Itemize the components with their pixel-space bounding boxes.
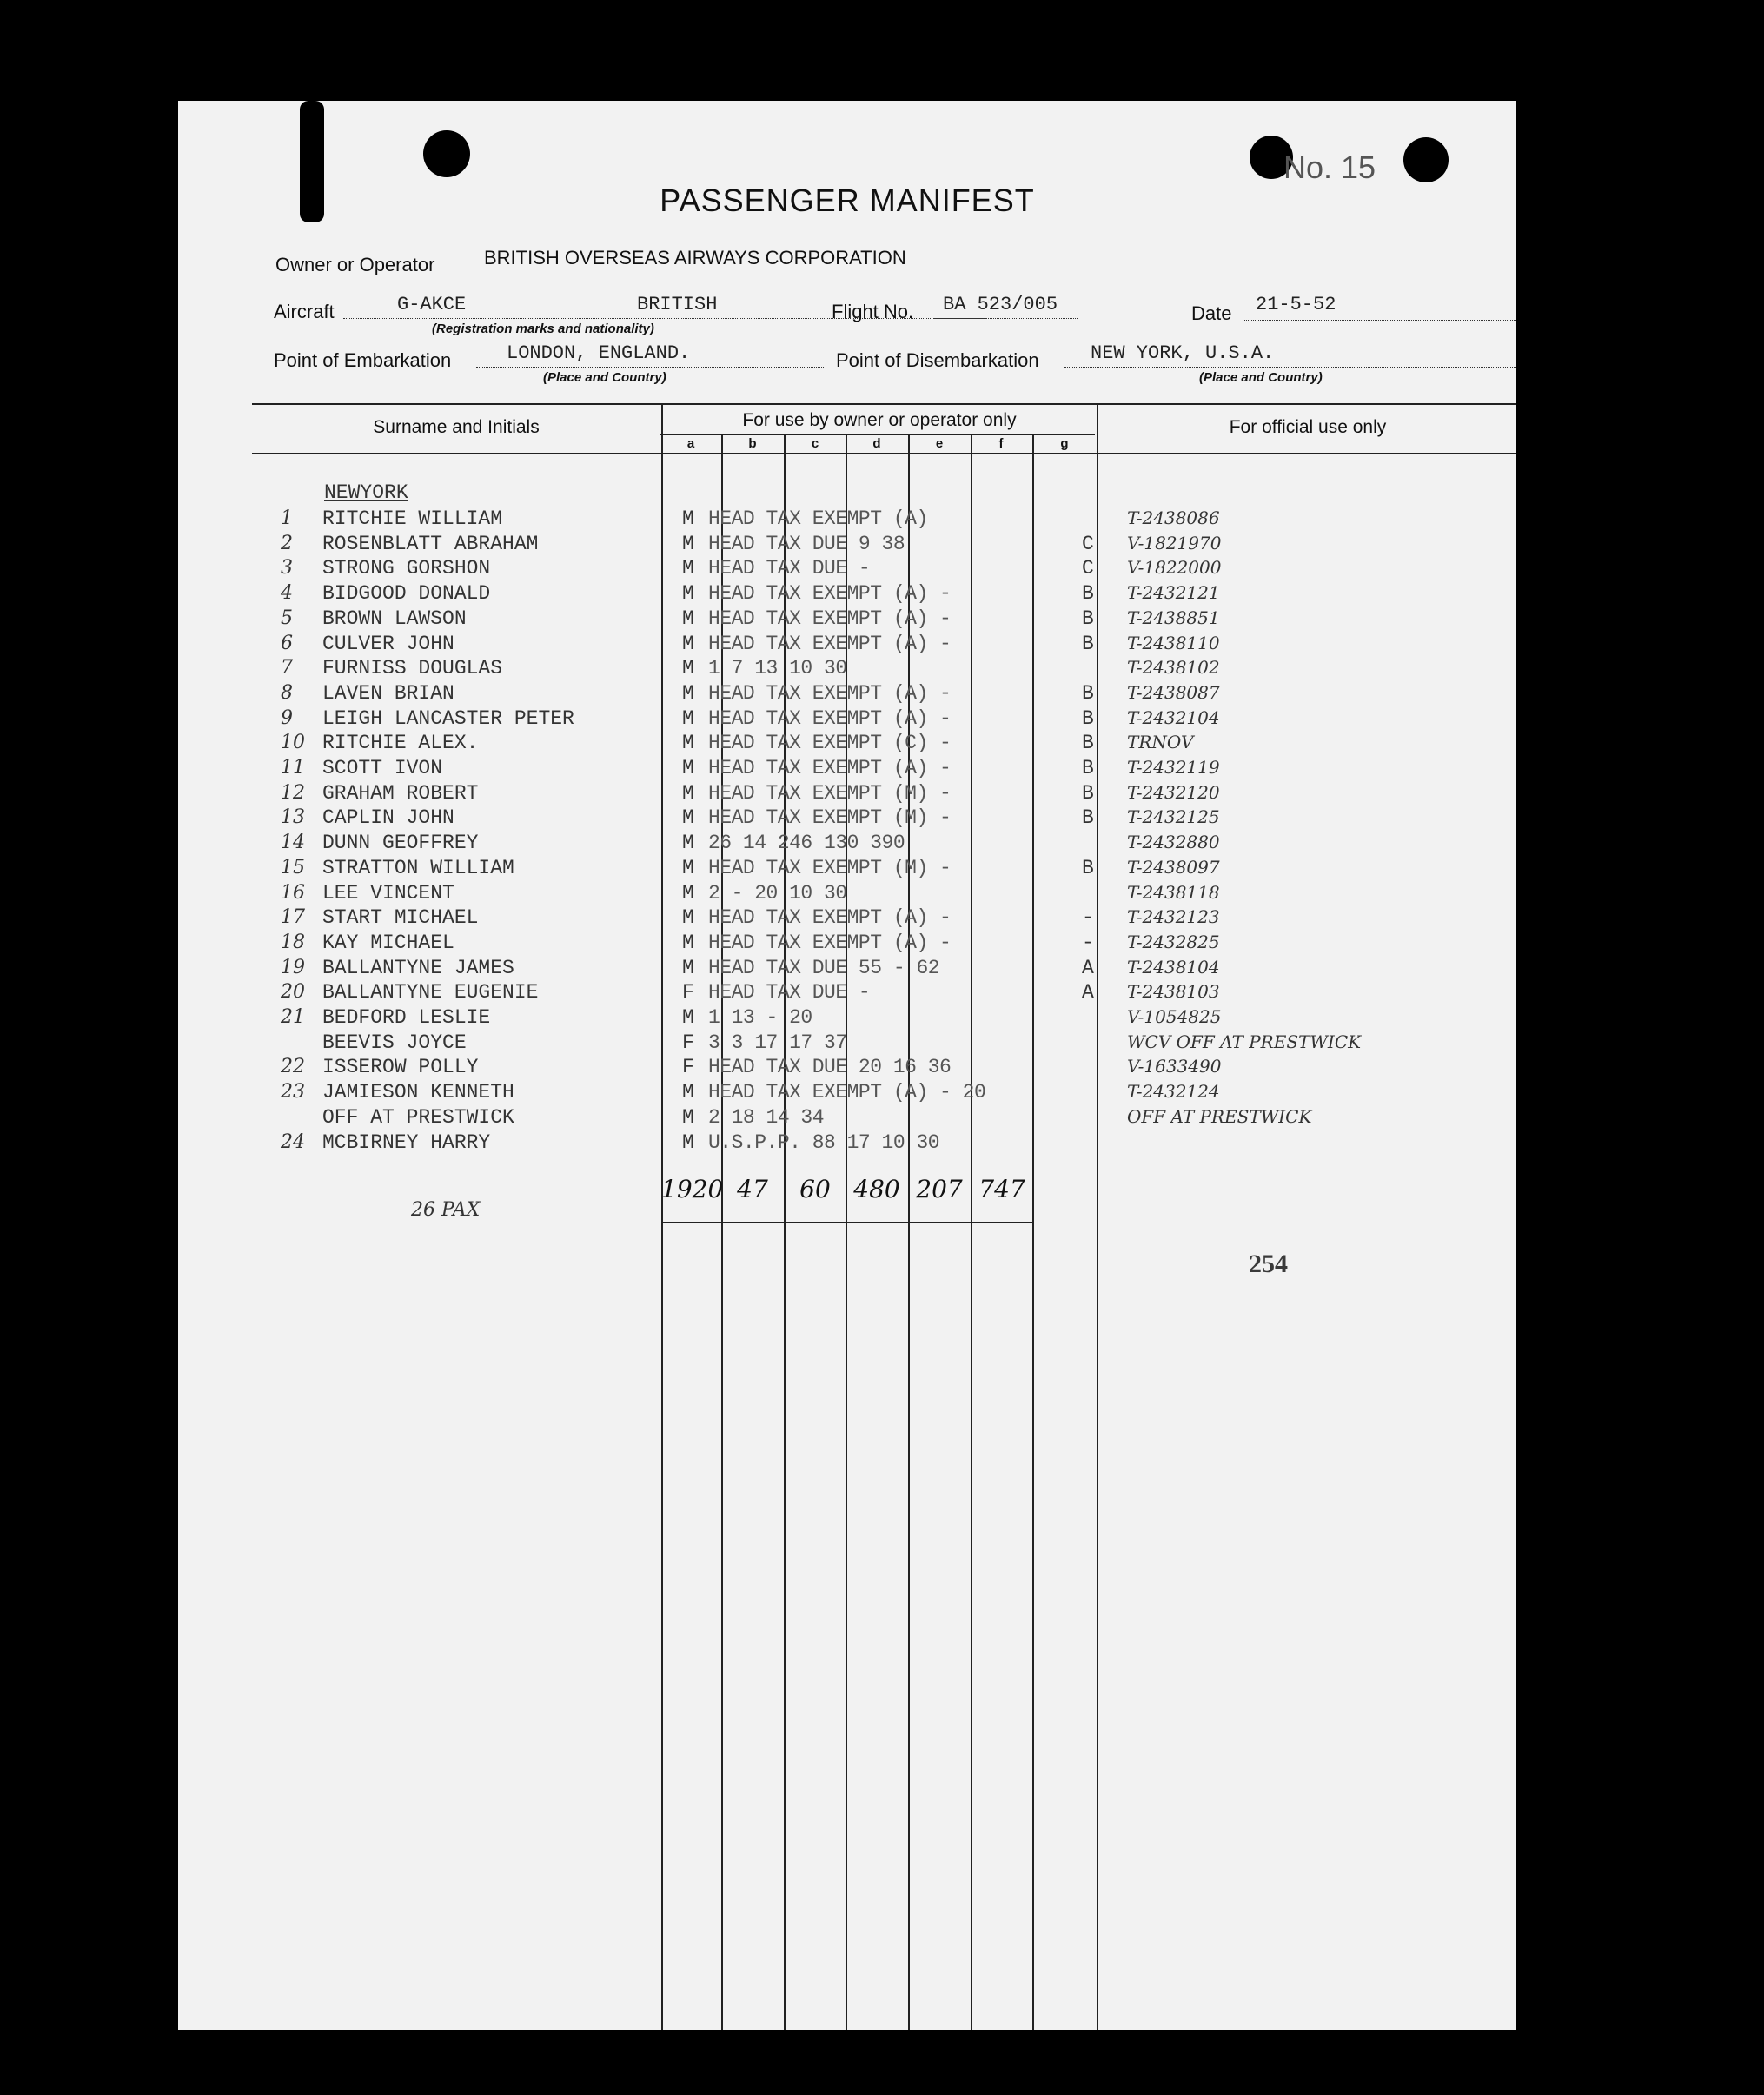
column-g-value: C bbox=[1082, 557, 1094, 580]
row-number: 19 bbox=[281, 956, 305, 978]
official-entry: V-1822000 bbox=[1127, 557, 1222, 579]
total-b: 47 bbox=[737, 1175, 768, 1203]
passenger-sex: M bbox=[682, 532, 694, 555]
column-g-value: - bbox=[1082, 931, 1094, 954]
owner-value: BRITISH OVERSEAS AIRWAYS CORPORATION bbox=[484, 247, 906, 269]
official-entry: T-2432104 bbox=[1127, 706, 1220, 728]
passenger-name: GRAHAM ROBERT bbox=[322, 781, 479, 805]
operator-entry: HEAD TAX EXEMPT (C) - bbox=[708, 732, 952, 755]
passenger-name: BALLANTYNE JAMES bbox=[322, 956, 514, 979]
column-g-value: B bbox=[1082, 706, 1094, 730]
page-title: PASSENGER MANIFEST bbox=[660, 182, 1035, 218]
row-number: 1 bbox=[281, 507, 293, 529]
operator-entry: HEAD TAX EXEMPT (A) - bbox=[708, 931, 952, 954]
passenger-name: ISSEROW POLLY bbox=[322, 1056, 479, 1079]
flight-value: BA 523/005 bbox=[943, 294, 1058, 315]
row-number: 16 bbox=[281, 881, 305, 904]
column-g-value: A bbox=[1082, 956, 1094, 979]
aircraft-nationality: BRITISH bbox=[637, 294, 718, 315]
total-f: 747 bbox=[978, 1175, 1025, 1203]
column-letter-b: b bbox=[748, 436, 757, 451]
passenger-sex: M bbox=[682, 956, 694, 979]
passenger-name: LEE VINCENT bbox=[322, 881, 454, 905]
passenger-sex: M bbox=[682, 632, 694, 655]
passenger-name: FURNISS DOUGLAS bbox=[322, 657, 503, 680]
surname-header: Surname and Initials bbox=[373, 417, 540, 437]
passenger-name: LAVEN BRIAN bbox=[322, 681, 454, 705]
column-g-value: C bbox=[1082, 532, 1094, 555]
passenger-sex: M bbox=[682, 507, 694, 530]
row-number: 9 bbox=[281, 706, 293, 729]
passenger-sex: F bbox=[682, 981, 694, 1004]
row-number: 6 bbox=[281, 632, 293, 654]
official-entry: T-2432121 bbox=[1127, 582, 1220, 604]
column-g-value: B bbox=[1082, 732, 1094, 755]
column-letter-e: e bbox=[935, 436, 944, 451]
passenger-sex: M bbox=[682, 906, 694, 930]
passenger-sex: M bbox=[682, 657, 694, 680]
table-top-rule bbox=[252, 403, 1516, 405]
passenger-name: BIDGOOD DONALD bbox=[322, 582, 491, 606]
passenger-sex: M bbox=[682, 881, 694, 905]
row-number: 15 bbox=[281, 856, 305, 878]
punch-hole-icon bbox=[1403, 137, 1449, 182]
operator-entry: 2 - 20 10 30 bbox=[708, 881, 847, 905]
passenger-sex: M bbox=[682, 781, 694, 805]
official-entry: T-2432125 bbox=[1127, 806, 1220, 828]
official-entry: TRNOV bbox=[1127, 732, 1194, 753]
operator-entry: HEAD TAX EXEMPT (M) - bbox=[708, 781, 952, 805]
passenger-sex: M bbox=[682, 1130, 694, 1154]
row-number: 5 bbox=[281, 607, 293, 629]
column-g-value: B bbox=[1082, 607, 1094, 630]
section-label: NEWYORK bbox=[324, 481, 408, 504]
passenger-name: BEEVIS JOYCE bbox=[322, 1031, 467, 1054]
row-number: 13 bbox=[281, 806, 305, 829]
operator-header: For use by owner or operator only bbox=[742, 410, 1017, 430]
column-g-value: B bbox=[1082, 582, 1094, 606]
official-entry: T-2438097 bbox=[1127, 856, 1220, 878]
passenger-name: JAMIESON KENNETH bbox=[322, 1081, 514, 1104]
manifest-sheet bbox=[178, 101, 1516, 2030]
official-entry: T-2438110 bbox=[1127, 632, 1220, 653]
passenger-sex: F bbox=[682, 1031, 694, 1054]
operator-entry: HEAD TAX EXEMPT (M) - bbox=[708, 856, 952, 879]
official-entry: WCV OFF AT PRESTWICK bbox=[1127, 1031, 1362, 1052]
passenger-sex: M bbox=[682, 1081, 694, 1104]
column-g-value: B bbox=[1082, 856, 1094, 879]
passenger-name: BEDFORD LESLIE bbox=[322, 1006, 491, 1029]
passenger-name: START MICHAEL bbox=[322, 906, 479, 930]
passenger-name: CAPLIN JOHN bbox=[322, 806, 454, 830]
embarkation-value: LONDON, ENGLAND. bbox=[507, 342, 691, 364]
official-entry: T-2438087 bbox=[1127, 681, 1220, 703]
flight-underline bbox=[934, 318, 1078, 319]
operator-entry: HEAD TAX DUE - bbox=[708, 981, 871, 1004]
row-number: 23 bbox=[281, 1081, 305, 1104]
form-number: No. 15 bbox=[1283, 149, 1376, 185]
passenger-sex: M bbox=[682, 1006, 694, 1029]
flight-label: Flight No. bbox=[832, 301, 914, 322]
official-header: For official use only bbox=[1229, 417, 1387, 437]
official-entry: OFF AT PRESTWICK bbox=[1127, 1105, 1312, 1127]
table-header-rule bbox=[252, 453, 1516, 454]
official-entry: T-2438102 bbox=[1127, 657, 1220, 679]
date-value: 21-5-52 bbox=[1256, 294, 1336, 315]
operator-entry: HEAD TAX EXEMPT (A) bbox=[708, 507, 928, 530]
passenger-sex: M bbox=[682, 607, 694, 630]
row-number: 8 bbox=[281, 681, 293, 704]
passenger-sex: M bbox=[682, 832, 694, 855]
total-a: 1920 bbox=[661, 1175, 724, 1203]
official-entry: T-2432123 bbox=[1127, 906, 1220, 928]
column-g-value: B bbox=[1082, 781, 1094, 805]
passenger-name: CULVER JOHN bbox=[322, 632, 454, 655]
total-d: 480 bbox=[853, 1175, 900, 1203]
operator-entry: HEAD TAX DUE 20 16 36 bbox=[708, 1056, 952, 1079]
row-number: 21 bbox=[281, 1006, 305, 1028]
column-g-value: B bbox=[1082, 757, 1094, 779]
totals-bottom-rule bbox=[661, 1222, 1033, 1223]
row-number: 20 bbox=[281, 981, 305, 1004]
aircraft-sublabel: (Registration marks and nationality) bbox=[432, 322, 654, 336]
row-number: 10 bbox=[281, 732, 305, 754]
operator-entry: HEAD TAX EXEMPT (A) - bbox=[708, 681, 952, 705]
column-rule bbox=[1097, 403, 1098, 2030]
official-entry: T-2438104 bbox=[1127, 956, 1220, 978]
passenger-name: RITCHIE ALEX. bbox=[322, 732, 479, 755]
column-letter-d: d bbox=[872, 436, 881, 451]
row-number: 22 bbox=[281, 1056, 305, 1078]
row-number: 11 bbox=[281, 757, 305, 779]
disembarkation-underline bbox=[1064, 367, 1516, 368]
operator-subheader-rule bbox=[660, 434, 1095, 435]
passenger-sex: M bbox=[682, 757, 694, 779]
column-rule bbox=[971, 434, 972, 2030]
operator-entry: HEAD TAX EXEMPT (A) - bbox=[708, 757, 952, 779]
aircraft-label: Aircraft bbox=[274, 301, 335, 322]
official-entry: V-1054825 bbox=[1127, 1006, 1222, 1027]
passenger-sex: M bbox=[682, 582, 694, 606]
operator-entry: 1 13 - 20 bbox=[708, 1006, 812, 1029]
passenger-sex: M bbox=[682, 557, 694, 580]
passenger-sex: M bbox=[682, 1105, 694, 1129]
embarkation-sublabel: (Place and Country) bbox=[543, 370, 666, 385]
passenger-name: DUNN GEOFFREY bbox=[322, 832, 479, 855]
disembarkation-value: NEW YORK, U.S.A. bbox=[1091, 342, 1275, 364]
total-c: 60 bbox=[799, 1175, 831, 1203]
official-entry: T-2438103 bbox=[1127, 981, 1220, 1003]
total-e: 207 bbox=[916, 1175, 963, 1203]
operator-entry: HEAD TAX EXEMPT (A) - bbox=[708, 607, 952, 630]
operator-entry: HEAD TAX DUE - bbox=[708, 557, 871, 580]
disembarkation-sublabel: (Place and Country) bbox=[1199, 370, 1323, 385]
row-number: 18 bbox=[281, 931, 305, 953]
row-number: 4 bbox=[281, 582, 293, 605]
passenger-name: LEIGH LANCASTER PETER bbox=[322, 706, 574, 730]
operator-entry: U.S.P.P. 88 17 10 30 bbox=[708, 1130, 940, 1154]
operator-entry: HEAD TAX EXEMPT (M) - bbox=[708, 806, 952, 830]
column-g-value: - bbox=[1082, 906, 1094, 930]
column-letter-g: g bbox=[1060, 436, 1069, 451]
operator-entry: 1 7 13 10 30 bbox=[708, 657, 847, 680]
date-underline bbox=[1243, 320, 1516, 321]
official-entry: T-2438086 bbox=[1127, 507, 1220, 528]
column-rule bbox=[661, 403, 663, 2030]
passenger-name: MCBIRNEY HARRY bbox=[322, 1130, 491, 1154]
owner-label: Owner or Operator bbox=[275, 254, 435, 275]
date-label: Date bbox=[1191, 302, 1232, 324]
column-letter-f: f bbox=[998, 436, 1004, 451]
passenger-name: OFF AT PRESTWICK bbox=[322, 1105, 514, 1129]
aircraft-registration: G-AKCE bbox=[397, 294, 467, 315]
row-number: 17 bbox=[281, 906, 305, 929]
column-g-value: B bbox=[1082, 681, 1094, 705]
row-number: 24 bbox=[281, 1130, 305, 1153]
operator-entry: 26 14 246 130 390 bbox=[708, 832, 905, 855]
passenger-sex: M bbox=[682, 706, 694, 730]
row-number: 12 bbox=[281, 781, 305, 804]
official-entry: T-2432825 bbox=[1127, 931, 1220, 952]
operator-entry: HEAD TAX EXEMPT (A) - 20 bbox=[708, 1081, 986, 1104]
official-entry: T-2432120 bbox=[1127, 781, 1220, 803]
disembarkation-label: Point of Disembarkation bbox=[836, 349, 1039, 371]
passenger-name: SCOTT IVON bbox=[322, 757, 443, 779]
passenger-name: STRONG GORSHON bbox=[322, 557, 491, 580]
passenger-name: RITCHIE WILLIAM bbox=[322, 507, 503, 530]
passenger-name: ROSENBLATT ABRAHAM bbox=[322, 532, 539, 555]
passenger-sex: M bbox=[682, 681, 694, 705]
operator-entry: HEAD TAX EXEMPT (A) - bbox=[708, 706, 952, 730]
column-rule bbox=[908, 434, 910, 2030]
official-entry: T-2438118 bbox=[1127, 881, 1220, 903]
official-entry: T-2438851 bbox=[1127, 607, 1220, 628]
passenger-sex: M bbox=[682, 732, 694, 755]
operator-entry: 2 18 14 34 bbox=[708, 1105, 825, 1129]
passenger-sex: M bbox=[682, 931, 694, 954]
official-entry: V-1821970 bbox=[1127, 532, 1222, 554]
passenger-sex: M bbox=[682, 806, 694, 830]
row-number: 14 bbox=[281, 832, 305, 854]
column-rule bbox=[1032, 434, 1034, 2030]
passenger-name: BROWN LAWSON bbox=[322, 607, 467, 630]
row-number: 2 bbox=[281, 532, 293, 554]
passenger-sex: M bbox=[682, 856, 694, 879]
operator-entry: HEAD TAX EXEMPT (A) - bbox=[708, 582, 952, 606]
operator-entry: HEAD TAX DUE 9 38 bbox=[708, 532, 905, 555]
official-entry: T-2432124 bbox=[1127, 1081, 1220, 1103]
embarkation-underline bbox=[476, 367, 824, 368]
pax-note: 26 PAX bbox=[411, 1199, 481, 1221]
passenger-name: BALLANTYNE EUGENIE bbox=[322, 981, 539, 1004]
operator-entry: 3 3 17 17 37 bbox=[708, 1031, 847, 1054]
operator-entry: HEAD TAX EXEMPT (A) - bbox=[708, 632, 952, 655]
row-number: 7 bbox=[281, 657, 293, 680]
row-number: 3 bbox=[281, 557, 293, 580]
operator-entry: HEAD TAX DUE 55 - 62 bbox=[708, 956, 940, 979]
stamp-number: 254 bbox=[1249, 1250, 1288, 1278]
operator-entry: HEAD TAX EXEMPT (A) - bbox=[708, 906, 952, 930]
column-g-value: A bbox=[1082, 981, 1094, 1004]
passenger-name: KAY MICHAEL bbox=[322, 931, 454, 954]
passenger-sex: F bbox=[682, 1056, 694, 1079]
embarkation-label: Point of Embarkation bbox=[274, 349, 452, 371]
column-g-value: B bbox=[1082, 806, 1094, 830]
column-letter-a: a bbox=[686, 436, 695, 451]
column-letter-c: c bbox=[811, 436, 819, 451]
passenger-name: STRATTON WILLIAM bbox=[322, 856, 514, 879]
column-g-value: B bbox=[1082, 632, 1094, 655]
official-entry: T-2432880 bbox=[1127, 832, 1220, 853]
official-entry: T-2432119 bbox=[1127, 757, 1220, 778]
official-entry: V-1633490 bbox=[1127, 1056, 1222, 1077]
punch-hole-icon bbox=[423, 130, 470, 177]
